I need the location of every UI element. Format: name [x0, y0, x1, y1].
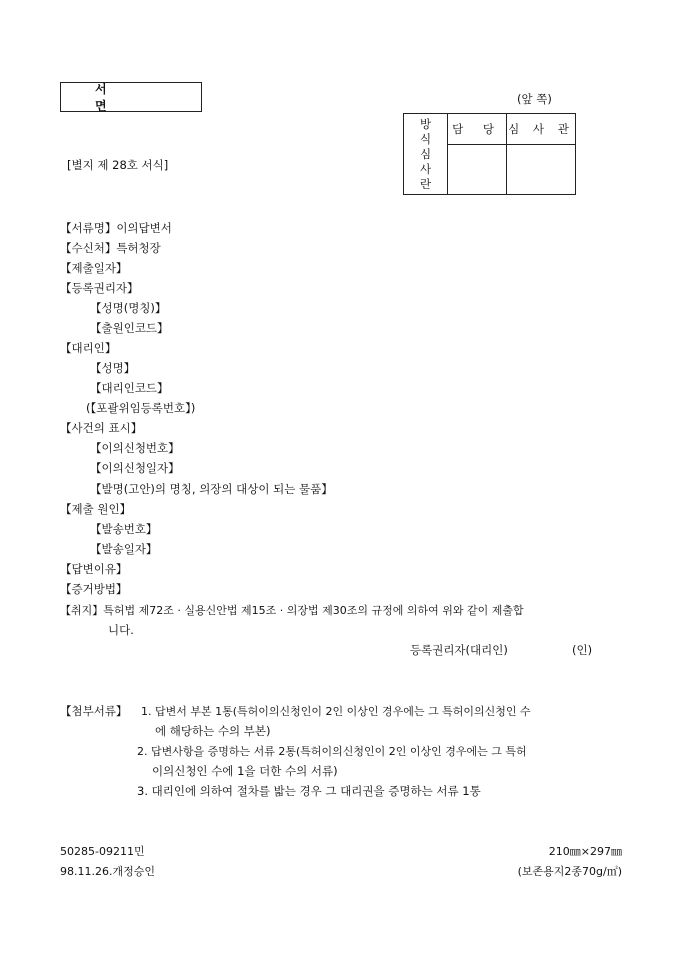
- review-side-char: 방: [419, 116, 432, 131]
- field-agent: 【대리인】: [60, 341, 117, 355]
- footer-paper-size: 210㎜×297㎜: [548, 845, 622, 858]
- form-number: [별지 제 28호 서식]: [67, 158, 169, 172]
- field-send-no: 【발송번호】: [90, 522, 158, 536]
- field-evidence: 【증거방법】: [60, 582, 128, 596]
- attachment-item-1-cont: 에 해당하는 수의 부본): [155, 724, 271, 738]
- field-agent-name: 【성명】: [90, 361, 136, 375]
- footer-form-code: 50285-09211민: [60, 845, 145, 858]
- field-purpose: 【취지】특허법 제72조 · 실용신안법 제15조 · 의장법 제30조의 규정에 의하여 위와 같이 제출합: [60, 604, 524, 617]
- field-rh-code: 【출원인코드】: [90, 321, 169, 335]
- review-table: [403, 113, 576, 195]
- field-rights-holder: 【등록권리자】: [60, 281, 139, 295]
- field-objection-no: 【이의신청번호】: [90, 441, 180, 455]
- attachment-item-1: 1. 답변서 부본 1통(특허이의신청인이 2인 이상인 경우에는 그 특허이의신청인 수: [141, 705, 531, 718]
- attachment-item-3: 3. 대리인에 의하여 절차를 밟는 경우 그 대리권을 증명하는 서류 1통: [137, 784, 481, 798]
- field-objection-date: 【이의신청일자】: [90, 461, 180, 475]
- field-purpose-cont: 니다.: [108, 623, 134, 637]
- review-cell-charge: [448, 145, 507, 195]
- review-side-char: 심: [419, 146, 432, 161]
- form-title: 서 면: [60, 82, 202, 112]
- signer-label: 등록권리자(대리인): [410, 643, 508, 657]
- footer-approval: 98.11.26.개정승인: [60, 865, 155, 878]
- attachment-item-2: 2. 답변사항을 증명하는 서류 2통(특허이의신청인이 2인 이상인 경우에는 그 특허: [137, 745, 527, 758]
- review-side-label: [404, 114, 448, 195]
- field-rh-name: 【성명(명칭)】: [90, 301, 167, 315]
- front-side-label: (앞 쪽): [517, 92, 552, 106]
- field-invention-name: 【발명(고안)의 명칭, 의장의 대상이 되는 물품】: [90, 482, 333, 496]
- review-cell-examiner: [507, 145, 576, 195]
- field-submit-cause: 【제출 원인】: [60, 502, 132, 516]
- review-side-char: 란: [419, 176, 432, 191]
- field-doc-name: 【서류명】이의답변서: [60, 221, 172, 235]
- review-col-examiner: 심 사 관: [507, 114, 576, 145]
- field-reply-reason: 【답변이유】: [60, 562, 128, 576]
- field-agent-code: 【대리인코드】: [90, 381, 169, 395]
- review-side-char: 식: [419, 131, 432, 146]
- seal-label: (인): [572, 643, 593, 657]
- attachments-label: 【첨부서류】: [60, 704, 128, 718]
- field-recipient: 【수신처】특허청장: [60, 241, 161, 255]
- attachment-item-2-cont: 이의신청인 수에 1을 더한 수의 서류): [152, 764, 338, 778]
- field-submit-date: 【제출일자】: [60, 261, 128, 275]
- field-blanket-reg: (【포괄위임등록번호】): [86, 401, 196, 415]
- review-side-char: 사: [419, 161, 432, 176]
- footer-paper-type: (보존용지2종70g/㎡): [517, 865, 622, 878]
- field-send-date: 【발송일자】: [90, 542, 158, 556]
- field-case-display: 【사건의 표시】: [60, 421, 143, 435]
- review-col-charge: 담 당: [448, 114, 507, 145]
